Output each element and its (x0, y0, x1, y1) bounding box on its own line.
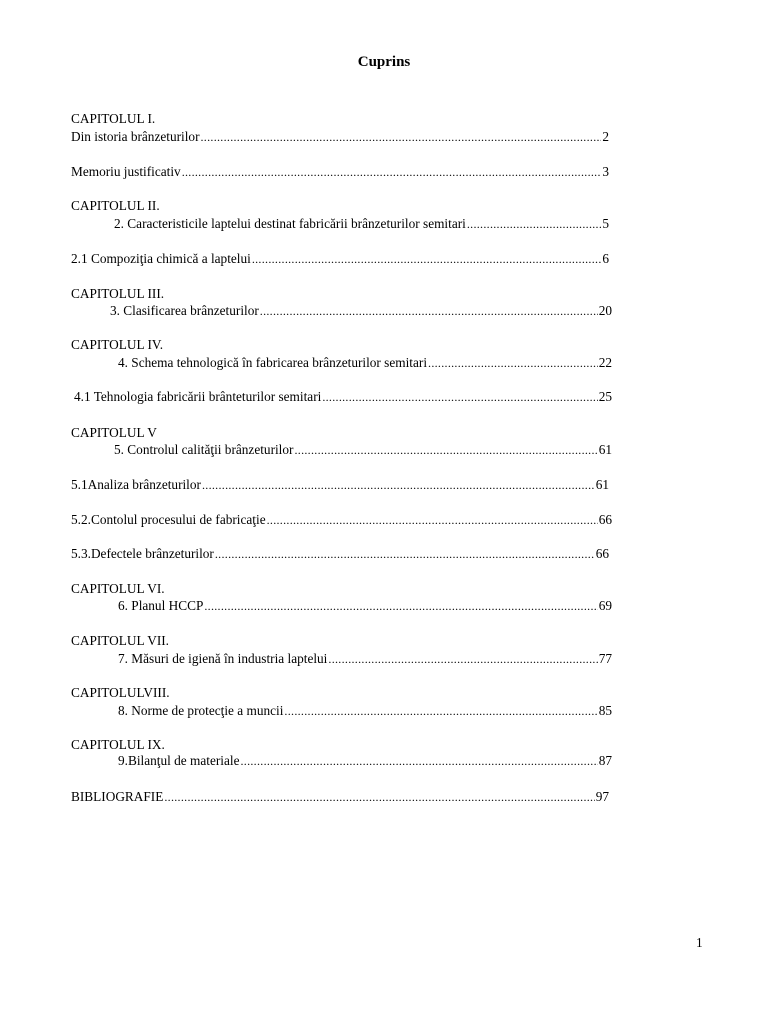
chapter-heading: CAPITOLUL V (71, 425, 157, 440)
toc-entry-label: 4. Schema tehnologică în fabricarea brânzeturilor semitari (118, 355, 428, 370)
toc-entry-page: 25 (598, 389, 612, 404)
toc-entry-label: 5.1Analiza brânzeturilor (71, 477, 201, 492)
dot-leader (252, 251, 602, 268)
toc-entry-page: 3 (602, 164, 609, 179)
toc-entry[interactable] (71, 788, 609, 805)
toc-entry-label: 3. Clasificarea brânzeturilor (110, 303, 259, 318)
toc-entry-page: 2 (602, 129, 609, 144)
toc-entry-page: 66 (598, 512, 612, 527)
dot-leader (215, 546, 595, 563)
toc-entry[interactable] (118, 752, 612, 769)
toc-entry-label: BIBLIOGRAFIE (71, 789, 164, 804)
toc-entry-page: 66 (595, 546, 609, 561)
dot-leader (260, 303, 598, 320)
toc-entry-page: 5 (602, 216, 609, 231)
chapter-heading: CAPITOLULVIII. (71, 685, 170, 700)
chapter-heading: CAPITOLUL IX. (71, 737, 165, 752)
dot-leader (294, 442, 597, 459)
toc-entry-page: 61 (595, 477, 609, 492)
toc-entry-label: 5.2.Contolul procesului de fabricaţie (71, 512, 266, 527)
dot-leader (322, 389, 597, 406)
toc-entry[interactable] (74, 388, 612, 405)
toc-entry-label: 9.Bilanţul de materiale (118, 753, 240, 768)
toc-entry-page: 61 (598, 442, 612, 457)
toc-entry-label: Memoriu justificativ (71, 164, 181, 179)
dot-leader (240, 753, 597, 770)
toc-entry-label: 5.3.Defectele brânzeturilor (71, 546, 214, 561)
toc-entry-label: 2. Caracteristicile laptelui destinat fabricării brânzeturilor semitari (114, 216, 466, 231)
toc-entry-label: 7. Măsuri de igienă în industria laptelui (118, 651, 328, 666)
dot-leader (267, 512, 598, 529)
toc-entry-label: 5. Controlul calităţii brânzeturilor (114, 442, 294, 457)
dot-leader (284, 703, 597, 720)
toc-entry-page: 97 (595, 789, 609, 804)
toc-entry[interactable] (118, 702, 612, 719)
dot-leader (201, 129, 602, 146)
toc-entry[interactable] (118, 597, 612, 614)
toc-entry-label: 2.1 Compoziţia chimică a laptelui (71, 251, 251, 266)
chapter-heading: CAPITOLUL VII. (71, 633, 169, 648)
toc-entry-page: 77 (598, 651, 612, 666)
toc-entry[interactable] (114, 441, 612, 458)
dot-leader (182, 164, 602, 181)
dot-leader (202, 477, 595, 494)
toc-entry[interactable] (118, 354, 612, 371)
toc-entry-page: 85 (598, 703, 612, 718)
toc-entry-page: 87 (598, 753, 612, 768)
chapter-heading: CAPITOLUL VI. (71, 581, 165, 596)
toc-entry[interactable] (110, 302, 612, 319)
chapter-heading: CAPITOLUL III. (71, 286, 165, 301)
toc-entry[interactable] (71, 511, 612, 528)
chapter-heading: CAPITOLUL IV. (71, 337, 164, 352)
dot-leader (204, 598, 597, 615)
toc-entry[interactable] (71, 545, 609, 562)
toc-entry[interactable] (71, 128, 609, 145)
chapter-heading: CAPITOLUL II. (71, 198, 160, 213)
toc-entry[interactable] (71, 163, 609, 180)
dot-leader (467, 216, 601, 233)
page-number: 1 (696, 935, 703, 950)
toc-entry[interactable] (118, 650, 612, 667)
toc-entry-label: 8. Norme de protecţie a muncii (118, 703, 284, 718)
toc-entry[interactable] (114, 215, 609, 232)
toc-entry-label: 6. Planul HCCP (118, 598, 204, 613)
dot-leader (328, 651, 597, 668)
toc-entry[interactable] (71, 476, 609, 493)
dot-leader (428, 355, 598, 372)
toc-entry-page: 6 (602, 251, 609, 266)
toc-entry-page: 69 (598, 598, 612, 613)
dot-leader (164, 789, 594, 806)
toc-entry-label: 4.1 Tehnologia fabricării brânteturilor semitari (74, 389, 322, 404)
toc-entry-label: Din istoria brânzeturilor (71, 129, 200, 144)
toc-entry-page: 22 (598, 355, 612, 370)
chapter-heading: CAPITOLUL I. (71, 111, 156, 126)
toc-entry-page: 20 (598, 303, 612, 318)
toc-entry[interactable] (71, 250, 609, 267)
page-title: Cuprins (357, 54, 411, 70)
